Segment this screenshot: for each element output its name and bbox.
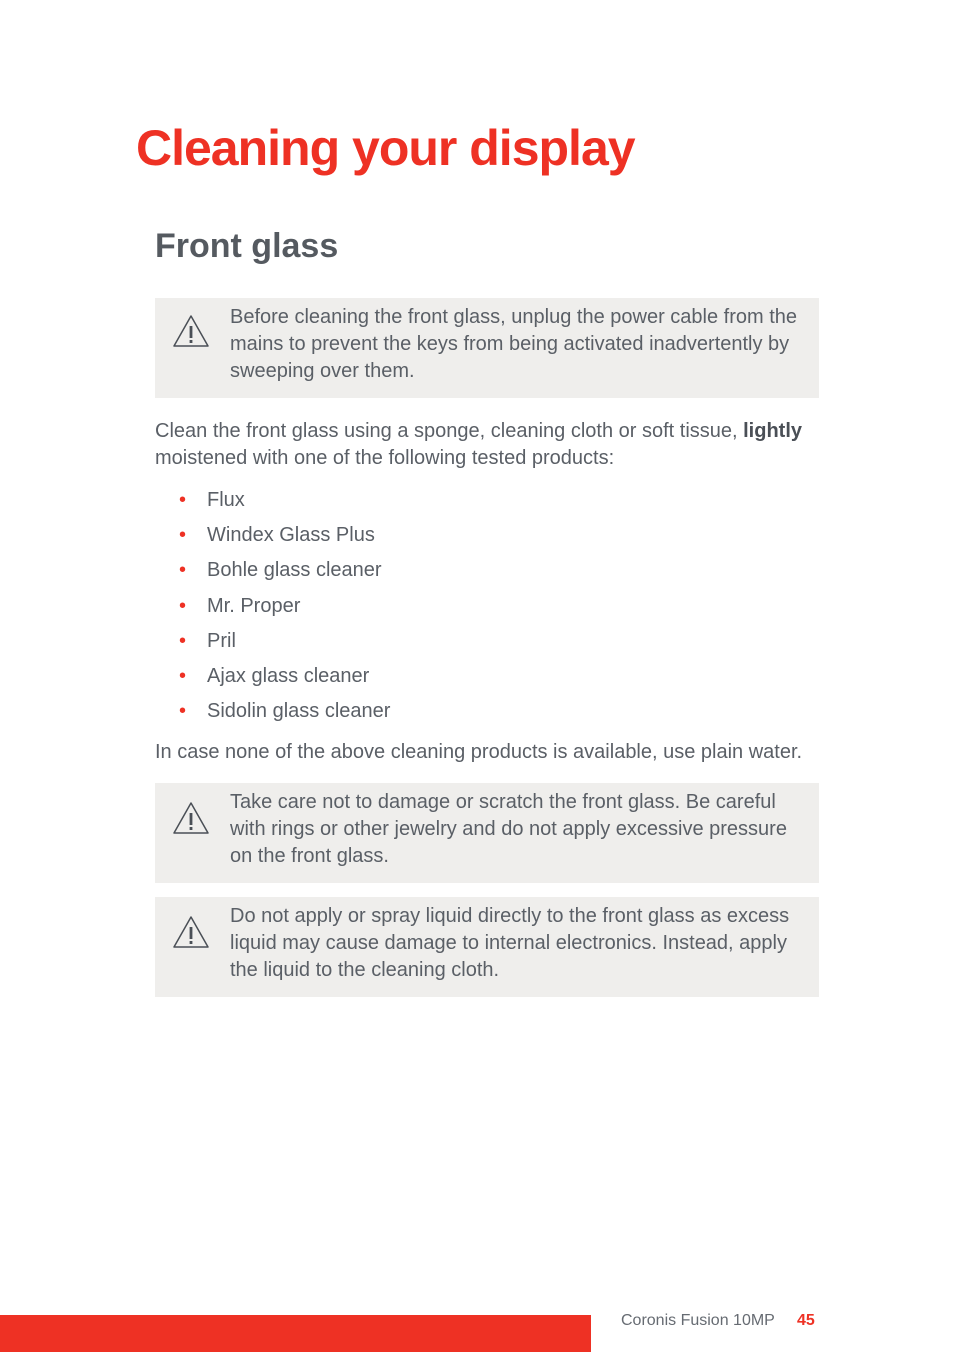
bullet-icon: • bbox=[179, 629, 187, 652]
warning-triangle-icon bbox=[172, 801, 210, 835]
bullet-icon: • bbox=[179, 524, 187, 547]
list-item bbox=[155, 486, 390, 521]
product-name: Flux bbox=[207, 489, 245, 511]
bullet-icon: • bbox=[179, 594, 187, 617]
footer-accent-bar bbox=[0, 1315, 591, 1352]
caution-text: Before cleaning the front glass, unplug the power cable from the mains to prevent the keys from being activated inadvertently by sweeping over them. bbox=[230, 306, 798, 382]
product-list bbox=[155, 486, 390, 732]
footer-product-name: Coronis Fusion 10MP bbox=[621, 1312, 775, 1329]
caution-text: Do not apply or spray liquid directly to the front glass as excess liquid may cause damage to internal electronics. Instead, apply the liquid to the cleaning cloth. bbox=[230, 905, 790, 981]
intro-text-rest: moistened with one of the following tested products: bbox=[155, 447, 615, 469]
caution-box-liquid bbox=[155, 897, 819, 997]
product-name: Bohle glass cleaner bbox=[207, 559, 382, 582]
page-title: Cleaning your display bbox=[136, 120, 635, 176]
intro-text: Clean the front glass using a sponge, cleaning cloth or soft tissue, bbox=[155, 420, 744, 442]
warning-triangle-icon bbox=[172, 314, 210, 348]
product-name: Mr. Proper bbox=[207, 594, 301, 617]
list-item bbox=[155, 697, 390, 732]
list-item bbox=[155, 521, 390, 556]
bullet-icon: • bbox=[179, 559, 187, 582]
list-item bbox=[155, 592, 390, 627]
intro-paragraph bbox=[155, 418, 825, 472]
product-name: Windex Glass Plus bbox=[207, 524, 375, 547]
list-item bbox=[155, 627, 390, 662]
bullet-icon: • bbox=[179, 700, 187, 723]
caution-text: Take care not to damage or scratch the front glass. Be careful with rings or other jewelry and do not apply excessive pressure on the front glass. bbox=[230, 791, 787, 867]
footer-page-number: 45 bbox=[797, 1312, 815, 1329]
bullet-icon: • bbox=[179, 489, 187, 511]
caution-box-unplug bbox=[155, 298, 819, 398]
intro-emphasis: lightly bbox=[743, 420, 803, 442]
bullet-icon: • bbox=[179, 664, 187, 687]
product-name: Pril bbox=[207, 629, 236, 652]
warning-triangle-icon bbox=[172, 915, 210, 949]
caution-box-scratch bbox=[155, 783, 819, 883]
fallback-paragraph: In case none of the above cleaning products is available, use plain water. bbox=[155, 741, 803, 763]
product-name: Sidolin glass cleaner bbox=[207, 700, 391, 723]
list-item bbox=[155, 662, 390, 697]
list-item bbox=[155, 556, 390, 591]
product-name: Ajax glass cleaner bbox=[207, 664, 370, 687]
section-title: Front glass bbox=[155, 227, 339, 265]
